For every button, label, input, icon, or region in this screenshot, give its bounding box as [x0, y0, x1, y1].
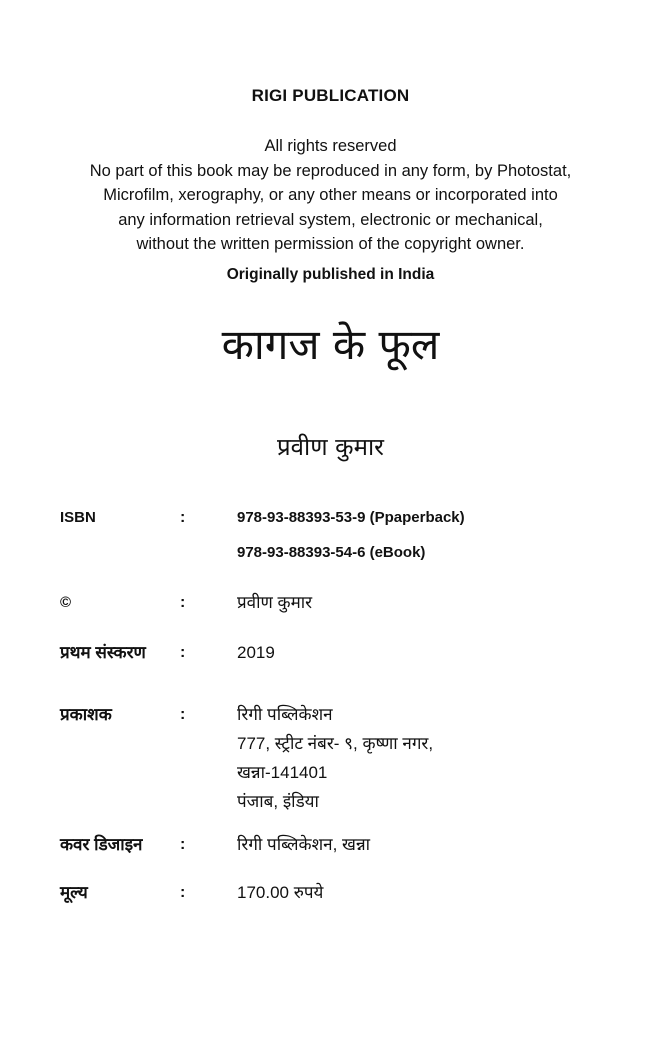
detail-colon: : [180, 705, 186, 723]
rights-line: any information retrieval system, electronic or mechanical, [118, 210, 543, 229]
detail-label: © [60, 593, 72, 611]
detail-row-price [60, 878, 621, 907]
detail-value [237, 588, 621, 617]
detail-value [237, 830, 621, 859]
edition-year: 2019 [237, 642, 275, 662]
detail-colon: : [180, 883, 186, 901]
detail-row-first-edition [60, 638, 621, 667]
detail-colon: : [180, 508, 186, 526]
publisher-address-line: पंजाब, इंडिया [237, 791, 319, 811]
detail-label: ISBN [60, 508, 96, 526]
detail-colon: : [180, 835, 186, 853]
detail-label: कवर डिजाइन [60, 834, 143, 854]
rights-line: No part of this book may be reproduced in any form, by Photostat, [89, 161, 572, 180]
detail-label: मूल्य [60, 882, 88, 902]
publisher-address-line: खन्ना-141401 [237, 762, 328, 782]
author-name: प्रवीण कुमार [276, 432, 384, 461]
cover-designer: रिगी पब्लिकेशन, खन्ना [237, 834, 371, 854]
detail-label: प्रथम संस्करण [60, 642, 146, 662]
detail-label: प्रकाशक [60, 704, 112, 724]
copyright-holder: प्रवीण कुमार [237, 592, 313, 612]
isbn-paperback: 978-93-88393-53-9 (Ppaperback) [237, 508, 465, 526]
isbn-ebook: 978-93-88393-54-6 (eBook) [237, 543, 426, 561]
detail-row-publisher [60, 700, 621, 816]
detail-value [237, 638, 621, 667]
detail-colon: : [180, 593, 186, 611]
rights-line: Microfilm, xerography, or any other means or incorporated into [103, 186, 558, 204]
rights-notice [0, 134, 661, 257]
price-value: 170.00 रुपये [237, 882, 324, 902]
publisher-address-line: 777, स्ट्रीट नंबर- ९, कृष्णा नगर, [237, 733, 434, 753]
detail-value [237, 700, 621, 816]
rights-line: All rights reserved [264, 137, 397, 155]
detail-row-isbn [60, 503, 621, 567]
detail-colon: : [180, 643, 186, 661]
publication-details [0, 503, 661, 907]
publisher-header: RIGI PUBLICATION [251, 86, 410, 105]
book-title: कागज के फूल [221, 319, 440, 369]
detail-row-copyright [60, 588, 621, 617]
detail-value [237, 503, 621, 567]
origin-note: Originally published in India [226, 265, 435, 283]
publisher-name: रिगी पब्लिकेशन [237, 704, 333, 724]
detail-row-cover-design [60, 830, 621, 859]
rights-line: without the written permission of the copyright owner. [136, 235, 525, 253]
detail-value [237, 878, 621, 907]
